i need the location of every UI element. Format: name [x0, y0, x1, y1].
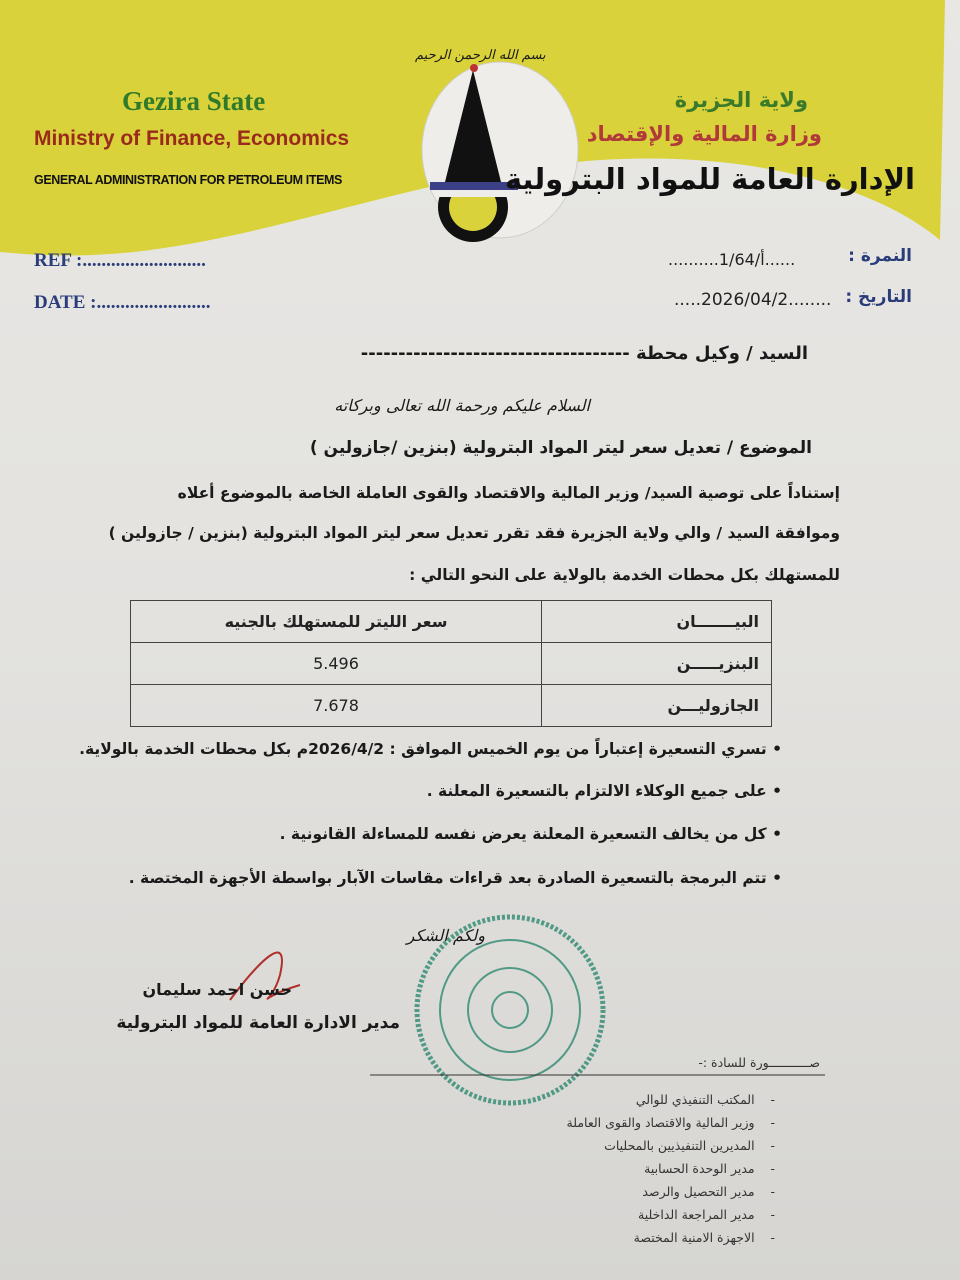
header-price: سعر الليتر للمستهلك بالجنيه	[131, 601, 542, 643]
table-row	[131, 643, 772, 685]
cc-item: - مدير الوحدة الحسابية	[644, 1161, 775, 1176]
ar-state-name: ولاية الجزيرة	[674, 88, 808, 112]
header-item: البيـــــــان	[542, 601, 772, 643]
table-header-row	[131, 601, 772, 643]
ref-field: REF :..........................	[34, 250, 206, 271]
cc-item-text: المكتب التنفيذي للوالي	[635, 1092, 755, 1107]
cc-item-text: وزير المالية والاقتصاد والقوى العاملة	[566, 1115, 755, 1130]
cc-item: - مدير المراجعة الداخلية	[638, 1207, 775, 1222]
date-value: .....2026/04/2........	[674, 290, 832, 310]
table-row	[131, 685, 772, 727]
date-field: DATE :........................	[34, 292, 211, 313]
signatory-title: مدير الادارة العامة للمواد البترولية	[116, 1013, 400, 1033]
signatory-name: حسن احمد سليمان	[142, 980, 292, 999]
subject-line: الموضوع / تعديل سعر ليتر المواد البترولية (بنزين /جازولين )	[309, 438, 812, 458]
bullet-item: • على جميع الوكلاء الالتزام بالتسعيرة المعلنة .	[426, 782, 782, 800]
date-ar-label: التاريخ :	[845, 287, 912, 307]
bullet-text: كل من يخالف التسعيرة المعلنة يعرض نفسه للمساءلة القانونية .	[279, 825, 767, 843]
cc-heading: صـــــــــــورة للسادة :-	[698, 1055, 820, 1070]
cc-item: - وزير المالية والاقتصاد والقوى العاملة	[566, 1115, 775, 1130]
bullet-item: • تتم البرمجة بالتسعيرة الصادرة بعد قراءات مقاسات الآبار بواسطة الأجهزة المختصة .	[128, 869, 782, 887]
number-label: النمرة :	[848, 246, 912, 266]
greeting: السلام عليكم ورحمة الله تعالى وبركاته	[334, 396, 590, 415]
en-state-name: Gezira State	[122, 86, 266, 116]
cc-item: - مدير التحصيل والرصد	[642, 1184, 775, 1199]
number-value: ..........1/أ/64......	[668, 250, 796, 269]
ar-admin-name: الإدارة العامة للمواد البترولية	[504, 162, 915, 196]
cc-item-text: مدير الوحدة الحسابية	[644, 1161, 755, 1176]
bullet-text: تسري التسعيرة إعتباراً من يوم الخميس الموافق : 2026/4/2م بكل محطات الخدمة بالولاية.	[79, 740, 767, 758]
en-ministry-name: Ministry of Finance, Economics	[34, 127, 350, 150]
bullet-text: على جميع الوكلاء الالتزام بالتسعيرة المعلنة .	[426, 782, 767, 800]
ar-ministry-name: وزارة المالية والإقتصاد	[586, 122, 822, 146]
row-price: 7.678	[131, 685, 542, 727]
bullet-item: • كل من يخالف التسعيرة المعلنة يعرض نفسه للمساءلة القانونية .	[279, 825, 782, 843]
row-price: 5.496	[131, 643, 542, 685]
bullet-text: تتم البرمجة بالتسعيرة الصادرة بعد قراءات مقاسات الآبار بواسطة الأجهزة المختصة .	[128, 869, 767, 887]
body-line-2: وموافقة السيد / والي ولاية الجزيرة فقد تقرر تعديل سعر ليتر المواد البترولية (بنزين / جازولين )	[108, 524, 840, 542]
en-admin-name: GENERAL ADMINISTRATION FOR PETROLEUM ITEMS	[34, 173, 342, 187]
row-item: الجازوليـــن	[542, 685, 772, 727]
body-line-1: إستناداً على توصية السيد/ وزير المالية والاقتصاد والقوى العاملة الخاصة بالموضوع أعلاه	[177, 484, 840, 502]
basmala: بسم الله الرحمن الرحيم	[415, 48, 546, 63]
cc-item: - المديرين التنفيذيين بالمحليات	[604, 1138, 775, 1153]
cc-item: - الاجهزة الامنية المختصة	[633, 1230, 775, 1245]
bullet-item: • تسري التسعيرة إعتباراً من يوم الخميس الموافق : 2026/4/2م بكل محطات الخدمة بالولاية.	[79, 740, 782, 758]
cc-item-text: مدير التحصيل والرصد	[642, 1184, 755, 1199]
cc-item-text: الاجهزة الامنية المختصة	[633, 1230, 755, 1245]
addressee: السيد / وكيل محطة ------------------------------------	[360, 343, 808, 364]
cc-item-text: المديرين التنفيذيين بالمحليات	[604, 1138, 755, 1153]
body-line-3: للمستهلك بكل محطات الخدمة بالولاية على النحو التالي :	[409, 566, 840, 584]
closing: ولكم الشكر	[406, 926, 485, 945]
cc-item-text: مدير المراجعة الداخلية	[638, 1207, 755, 1222]
price-table	[130, 600, 772, 727]
row-item: البنزيـــــن	[542, 643, 772, 685]
cc-item: - المكتب التنفيذي للوالي	[635, 1092, 775, 1107]
